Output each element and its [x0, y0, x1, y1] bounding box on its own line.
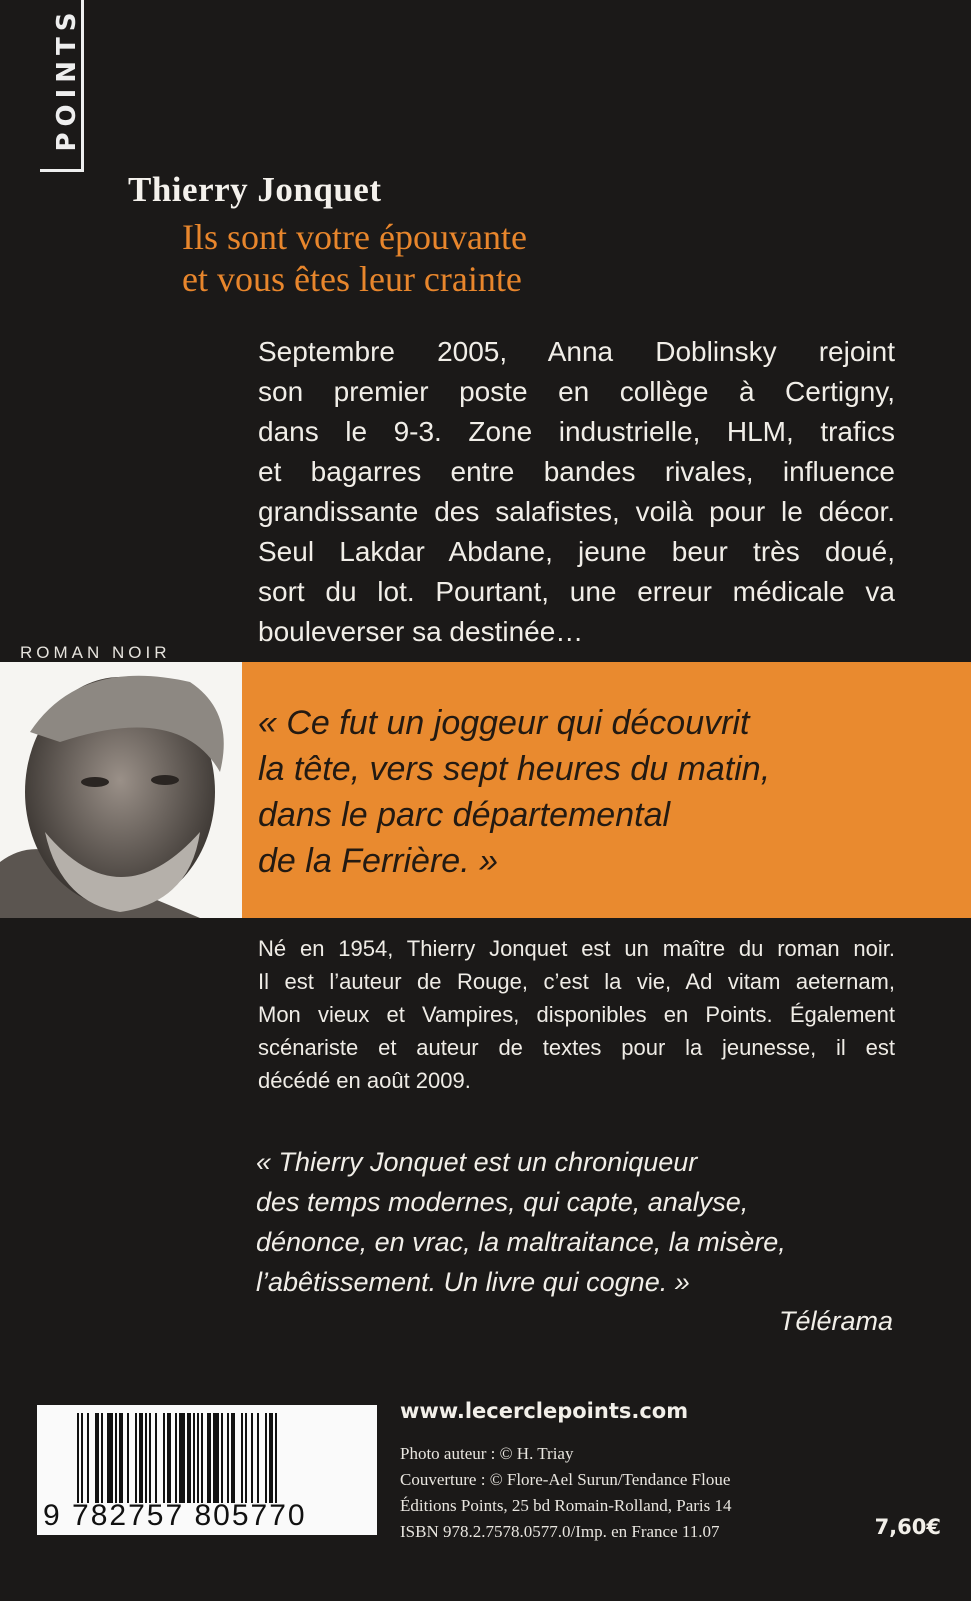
author-name: Thierry Jonquet — [128, 170, 382, 209]
excerpt-line: la tête, vers sept heures du matin, — [258, 750, 771, 788]
bio-line: Mon vieux et Vampires, disponibles en Points. Également — [258, 1002, 895, 1027]
excerpt-line: dans le parc départemental — [258, 796, 671, 834]
credits — [400, 1441, 732, 1545]
author-photo — [0, 662, 242, 918]
bio-line: scénariste et auteur de textes pour la jeunesse, il est — [258, 1035, 895, 1060]
description-line: Seul Lakdar Abdane, jeune beur très doué, — [258, 536, 895, 567]
credit-line: Éditions Points, 25 bd Romain-Rolland, Paris 14 — [400, 1496, 732, 1515]
description-line: et bagarres entre bandes rivales, influence — [258, 456, 895, 487]
website-link[interactable]: www.lecerclepoints.com — [400, 1399, 689, 1423]
press-review — [256, 1142, 786, 1302]
barcode-digits: 9 782757 805770 — [43, 1499, 307, 1532]
price: 7,60€ — [874, 1515, 941, 1539]
bio-line: Il est l’auteur de Rouge, c’est la vie, Ad vitam aeternam, — [258, 969, 895, 994]
credit-line: ISBN 978.2.7578.0577.0/Imp. en France 11.07 — [400, 1522, 720, 1541]
barcode-bar — [277, 1413, 279, 1503]
description-line: dans le 9-3. Zone industrielle, HLM, trafics — [258, 416, 895, 447]
description-line: bouleverser sa destinée… — [258, 616, 584, 647]
credit-line: Photo auteur : © H. Triay — [400, 1444, 574, 1463]
bio-line: décédé en août 2009. — [258, 1068, 471, 1093]
description-line: grandissante des salafistes, voilà pour le décor. — [258, 496, 895, 527]
points-logo: POINTS — [40, 0, 84, 172]
barcode-bars — [77, 1413, 362, 1503]
description-line: Septembre 2005, Anna Doblinsky rejoint — [258, 336, 895, 367]
excerpt-quote — [258, 700, 770, 884]
credit-line: Couverture : © Flore-Ael Surun/Tendance Floue — [400, 1470, 731, 1489]
description — [258, 332, 895, 652]
review-line: « Thierry Jonquet est un chroniqueur — [256, 1147, 698, 1177]
review-source: Télérama — [778, 1306, 893, 1336]
review-line: l’abêtissement. Un livre qui cogne. » — [256, 1267, 690, 1297]
excerpt-line: de la Ferrière. » — [258, 842, 498, 880]
description-line: son premier poste en collège à Certigny, — [258, 376, 895, 407]
review-line: dénonce, en vrac, la maltraitance, la misère, — [256, 1227, 786, 1257]
excerpt-line: « Ce fut un joggeur qui découvrit — [258, 704, 750, 742]
author-bio — [258, 932, 895, 1097]
description-line: sort du lot. Pourtant, une erreur médicale va — [258, 576, 895, 607]
bio-line: Né en 1954, Thierry Jonquet est un maître du roman noir. — [258, 936, 895, 961]
genre-label: ROMAN NOIR — [20, 643, 171, 662]
barcode — [37, 1405, 377, 1535]
book-title-line: et vous êtes leur crainte — [182, 259, 522, 299]
book-title-line: Ils sont votre épouvante — [182, 217, 527, 257]
review-line: des temps modernes, qui capte, analyse, — [256, 1187, 749, 1217]
